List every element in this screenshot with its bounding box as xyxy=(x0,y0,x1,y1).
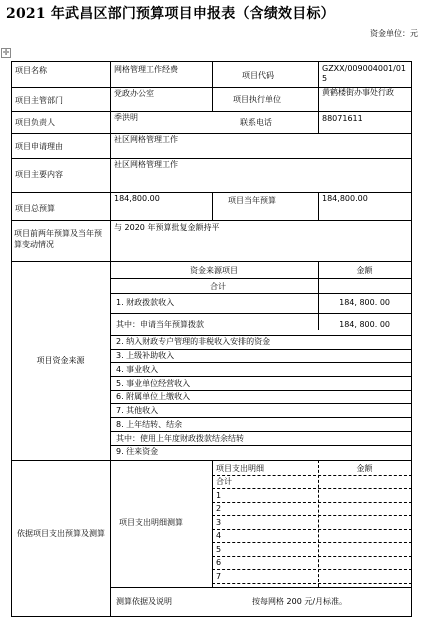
funding-row-item: 1. 财政拨款收入 xyxy=(116,298,175,307)
exec-unit-label: 项目执行单位 xyxy=(233,95,281,104)
funding-row-item: 4. 事业收入 xyxy=(116,365,159,374)
funding-row-item: 9. 往来资金 xyxy=(116,447,159,456)
funding-row-item: 7. 其他收入 xyxy=(116,406,159,415)
project-code-label: 项目代码 xyxy=(242,71,274,80)
project-code-value: GZXX/009004001/015 xyxy=(322,64,407,83)
phone-value: 88071611 xyxy=(322,114,363,123)
expense-row-item: 6 xyxy=(216,558,222,567)
total-budget-value: 184,800.00 xyxy=(114,194,160,203)
funding-row-item: 3. 上级补助收入 xyxy=(116,351,175,360)
phone-label: 联系电话 xyxy=(240,118,272,127)
page-title: 2021 年武昌区部门预算项目申报表（含绩效目标） xyxy=(6,6,335,22)
expense-row-item: 5 xyxy=(216,545,222,554)
funding-col-item-header: 资金来源项目 xyxy=(190,266,238,275)
funding-row-item: 其中：使用上年度财政拨款结余结转 xyxy=(116,434,244,443)
funding-row-item: 6. 附属单位上缴收入 xyxy=(116,392,191,401)
reason-value: 社区网格管理工作 xyxy=(114,135,178,144)
total-budget-label: 项目总预算 xyxy=(15,204,55,213)
basis-value: 按每网格 200 元/月标准。 xyxy=(252,597,348,606)
expense-section-label: 依据项目支出预算及测算 xyxy=(17,529,105,538)
prev-budget-value: 与 2020 年预算批复金额持平 xyxy=(114,223,220,232)
project-name-label: 项目名称 xyxy=(15,66,47,75)
funding-row-amount: 184, 800. 00 xyxy=(339,298,390,307)
expense-row-item: 4 xyxy=(216,531,222,540)
reason-label: 项目申请理由 xyxy=(15,142,63,151)
funding-row-item: 5. 事业单位经营收入 xyxy=(116,379,191,388)
expense-row-item: 2 xyxy=(216,504,222,513)
content-value: 社区网格管理工作 xyxy=(114,160,178,169)
expense-row-item: 7 xyxy=(216,572,222,581)
leader-value: 季洪明 xyxy=(114,113,138,122)
funding-row-item: 其中：申请当年预算拨款 xyxy=(116,320,204,329)
exec-unit-value: 黄鹤楼街办事处行政 xyxy=(322,88,394,97)
expense-row-item: 合计 xyxy=(216,477,232,486)
content-label: 项目主要内容 xyxy=(15,170,63,179)
dept-label: 项目主管部门 xyxy=(15,96,63,105)
year-budget-label: 项目当年预算 xyxy=(228,196,276,205)
funding-row-item: 8. 上年结转、结余 xyxy=(116,420,183,429)
expense-col-amount-header: 金额 xyxy=(356,464,373,473)
funding-col-amount-header: 金额 xyxy=(356,266,373,275)
expense-row-item: 1 xyxy=(216,491,222,500)
year-budget-value: 184,800.00 xyxy=(322,194,368,203)
funding-row-item: 合计 xyxy=(210,282,226,291)
project-name-value: 网格管理工作经费 xyxy=(114,65,178,74)
dept-value: 党政办公室 xyxy=(114,89,154,98)
funding-section-label: 项目资金来源 xyxy=(36,356,85,365)
funding-row-item: 2. 纳入财政专户管理的非税收入安排的资金 xyxy=(116,337,271,346)
basis-label: 测算依据及说明 xyxy=(116,597,172,606)
leader-label: 项目负责人 xyxy=(15,118,55,127)
expense-row-item: 3 xyxy=(216,518,222,527)
prev-budget-label: 项目前两年预算及当年预算变动情况 xyxy=(14,229,102,249)
expense-col-item-header: 项目支出明细 xyxy=(216,464,264,473)
table-move-handle-icon[interactable]: ✛ xyxy=(2,48,10,57)
expense-detail-label: 项目支出明细测算 xyxy=(119,518,183,527)
funding-row-amount: 184, 800. 00 xyxy=(339,320,390,329)
currency-unit: 资金单位：元 xyxy=(370,29,418,38)
